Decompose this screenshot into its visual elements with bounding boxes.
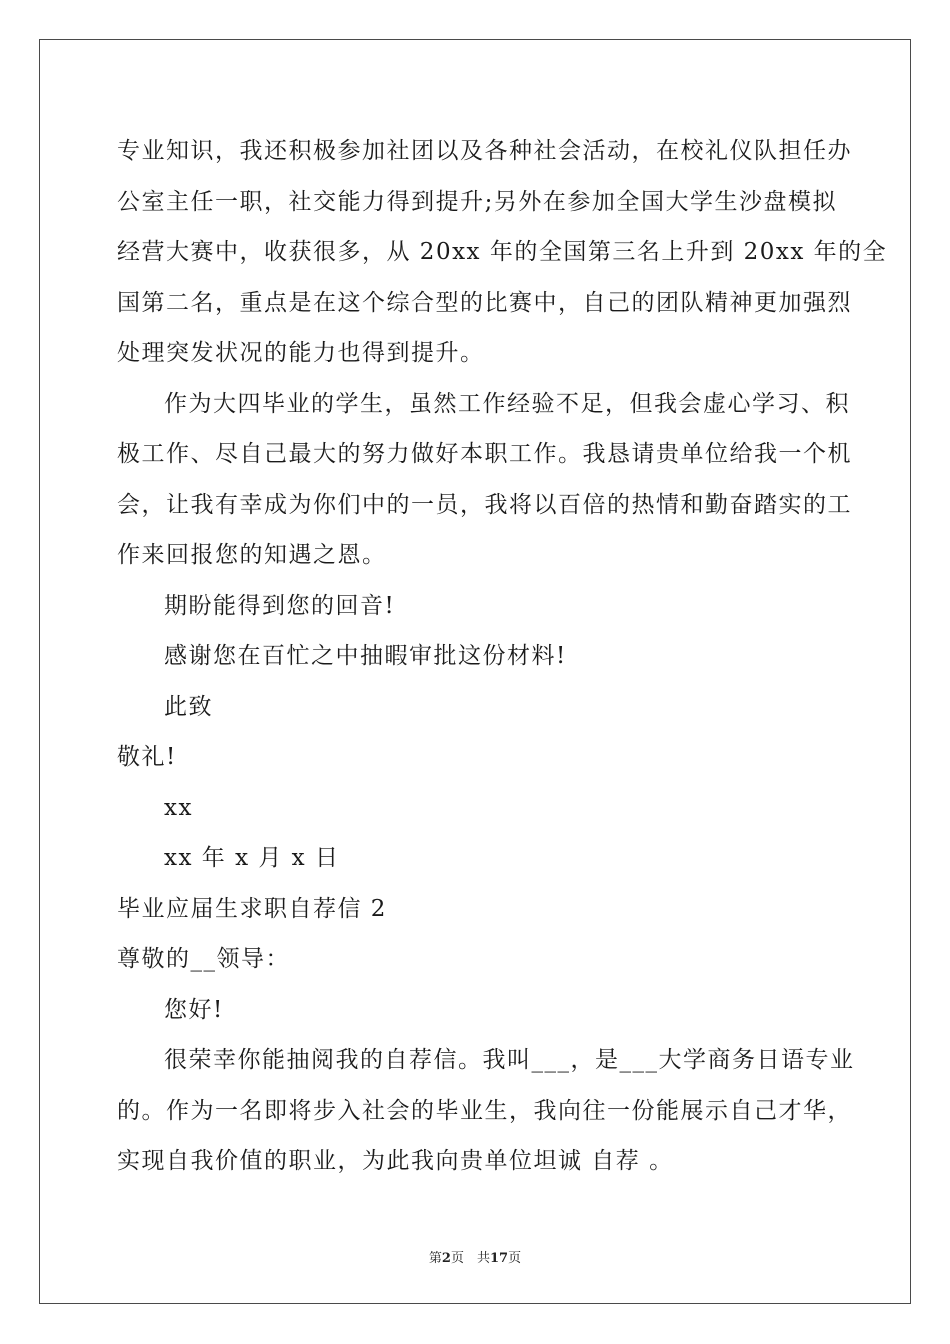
greeting-recipient: 尊敬的__领导：	[117, 946, 290, 972]
text-line: 作来回报您的知遇之恩。	[117, 542, 387, 568]
text-line: 的。作为一名即将步入社会的毕业生，我向往一份能展示自己才华，	[117, 1097, 852, 1124]
paragraph-start-line: 作为大四毕业的学生，虽然工作经验不足，但我会虚心学习、积	[164, 390, 850, 417]
text-line: 公室主任一职，社交能力得到提升;另外在参加全国大学生沙盘模拟	[117, 188, 837, 215]
closing-regards: 敬礼!	[117, 744, 177, 770]
text-line: 实现自我价值的职业，为此我向贵单位坦诚 自荐 。	[117, 1148, 674, 1174]
closing-salutation: 此致	[164, 693, 213, 720]
letter-body	[117, 126, 888, 1187]
closing-hope: 期盼能得到您的回音!	[164, 592, 396, 619]
signature-name: xx	[164, 794, 193, 821]
section-title: 毕业应届生求职自荐信 2	[117, 895, 387, 922]
footer-current-page: 2	[441, 1251, 451, 1266]
paragraph-start-line: 很荣幸你能抽阅我的自荐信。我叫___，是___大学商务日语专业	[164, 1047, 855, 1073]
footer-mid: 页 共	[450, 1251, 490, 1266]
text-line: 会，让我有幸成为你们中的一员，我将以百倍的热情和勤奋踏实的工	[117, 491, 852, 518]
footer-prefix: 第	[428, 1251, 442, 1266]
footer-total-pages: 17	[489, 1251, 509, 1266]
footer-suffix: 页	[508, 1251, 522, 1266]
page-number-footer	[0, 1247, 950, 1266]
text-line: 国第二名，重点是在这个综合型的比赛中，自己的团队精神更加强烈	[117, 289, 852, 316]
signature-date: xx 年 x 月 x 日	[164, 845, 340, 871]
text-line: 专业知识，我还积极参加社团以及各种社会活动，在校礼仪队担任办	[117, 138, 852, 164]
greeting-hello: 您好!	[164, 996, 224, 1023]
closing-thanks: 感谢您在百忙之中抽暇审批这份材料!	[164, 643, 567, 669]
text-line: 处理突发状况的能力也得到提升。	[117, 340, 485, 366]
text-line: 极工作、尽自己最大的努力做好本职工作。我恳请贵单位给我一个机	[117, 441, 852, 467]
text-line: 经营大赛中，收获很多，从 20xx 年的全国第三名上升到 20xx 年的全	[117, 239, 888, 265]
